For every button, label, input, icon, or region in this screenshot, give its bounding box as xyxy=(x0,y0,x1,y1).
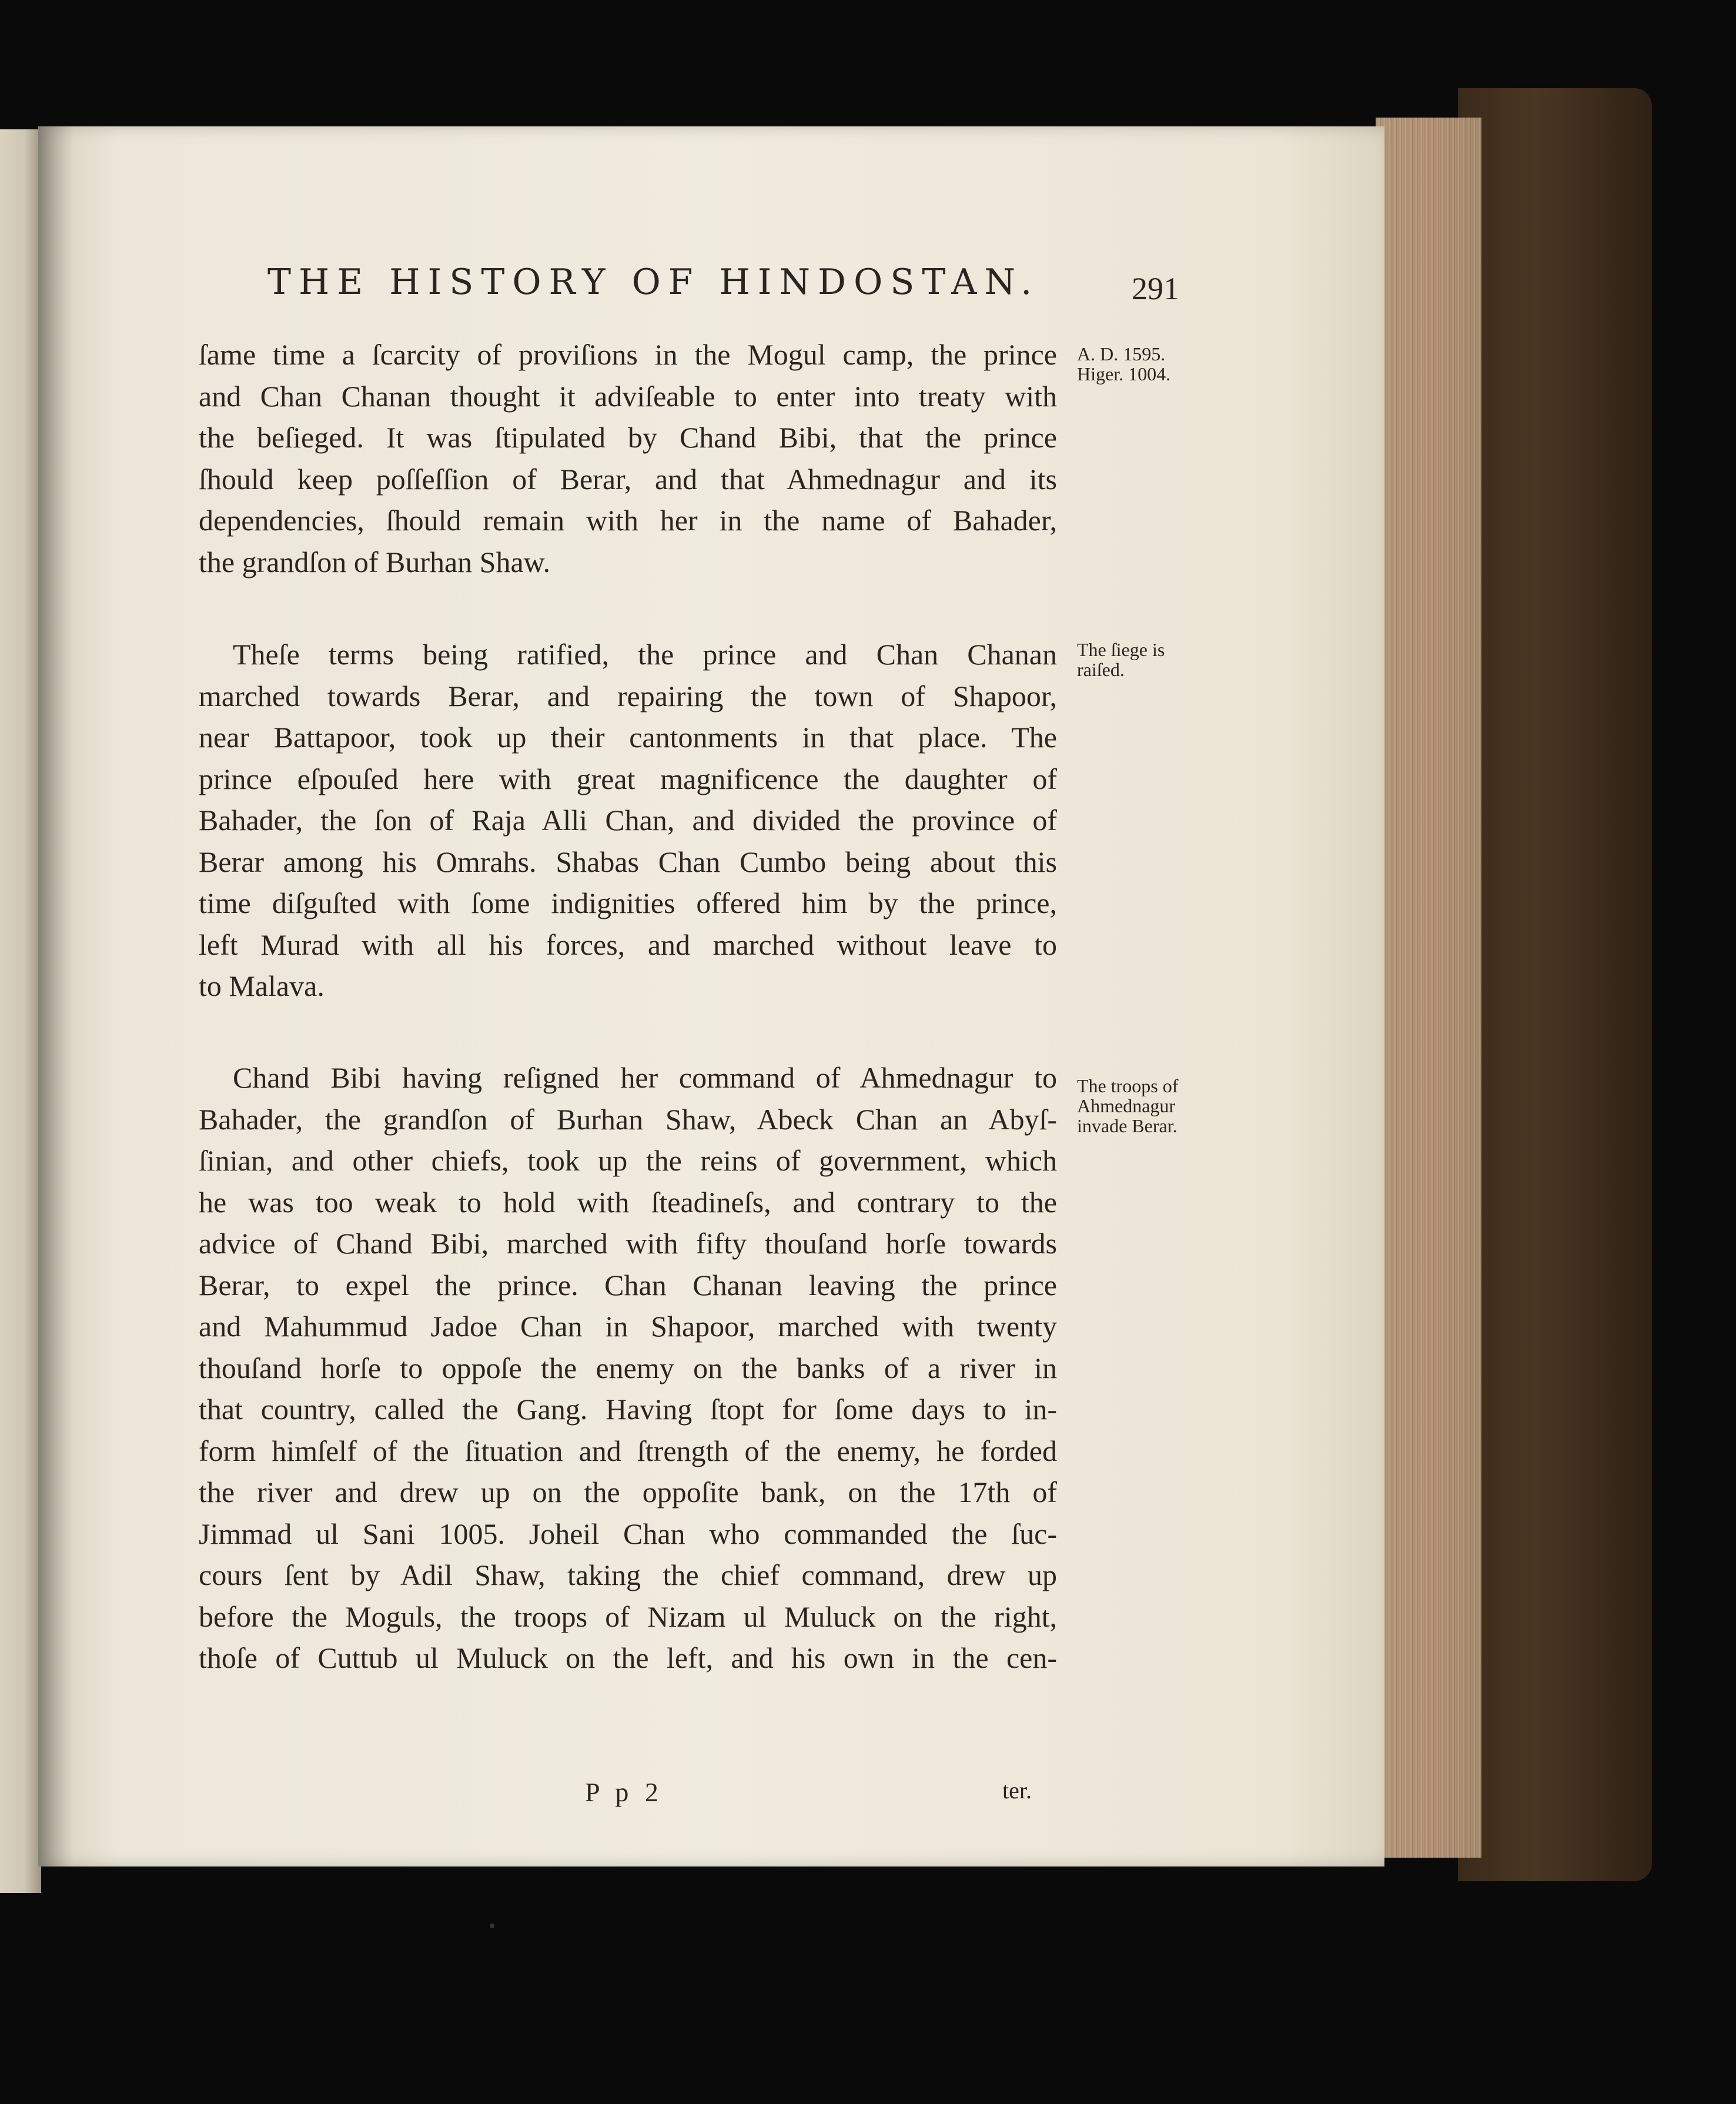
text-line: prince eſpouſed here with great magnificence the daughter of xyxy=(199,762,1057,795)
text-line: Jimmad ul Sani 1005. Joheil Chan who commanded the ſuc- xyxy=(199,1517,1057,1550)
margin-note-line: The ſiege is xyxy=(1077,639,1165,660)
paragraph-2 xyxy=(199,634,1057,1007)
text-line: thouſand horſe to oppoſe the enemy on the banks of a river in xyxy=(199,1351,1057,1384)
text-line: and Chan Chanan thought it adviſeable to enter into treaty with xyxy=(199,379,1057,413)
text-line: before the Moguls, the troops of Nizam ul Muluck on the right, xyxy=(199,1600,1057,1633)
facing-page-edge xyxy=(0,129,41,1893)
text-line: Berar, to expel the prince. Chan Chanan leaving the prince xyxy=(199,1268,1057,1302)
text-line: left Murad with all his forces, and marched without leave to xyxy=(199,928,1057,961)
text-line: ſhould keep poſſeſſion of Berar, and that Ahmednagur and its xyxy=(199,462,1057,496)
margin-note-troops xyxy=(1077,1076,1212,1136)
margin-note-date xyxy=(1077,344,1212,384)
text-line: Berar among his Omrahs. Shabas Chan Cumbo being about this xyxy=(199,845,1057,878)
margin-note-siege xyxy=(1077,640,1212,680)
text-line: the grandſon of Burhan Shaw. xyxy=(199,545,551,578)
margin-note-line: A. D. 1595. xyxy=(1077,343,1166,364)
text-line: ſame time a ſcarcity of proviſions in the Mogul camp, the prince xyxy=(199,338,1057,371)
text-line: Bahader, the ſon of Raja Alli Chan, and divided the province of xyxy=(199,804,1057,837)
paragraph-1 xyxy=(199,334,1057,583)
book-cover xyxy=(1458,88,1652,1881)
text-line: thoſe of Cuttub ul Muluck on the left, and his own in the cen- xyxy=(199,1641,1057,1674)
signature-mark: P p 2 xyxy=(585,1777,663,1807)
text-line: marched towards Berar, and repairing the town of Shapoor, xyxy=(199,679,1057,713)
text-line: time diſguſted with ſome indignities offered him by the prince, xyxy=(199,887,1057,919)
gutter-shadow xyxy=(38,126,73,1866)
paragraph-3 xyxy=(199,1057,1057,1679)
page-number: 291 xyxy=(1132,271,1179,306)
running-head: THE HISTORY OF HINDOSTAN. xyxy=(267,262,1040,303)
text-line: ſinian, and other chiefs, took up the reins of government, which xyxy=(199,1144,1057,1177)
margin-note-line: The troops of xyxy=(1077,1075,1179,1096)
margin-note-line: Ahmednagur xyxy=(1077,1095,1176,1116)
ink-speck xyxy=(490,1924,494,1928)
text-line: he was too weak to hold with ſteadineſs, and contrary to the xyxy=(199,1185,1057,1219)
text-line: the river and drew up on the oppoſite bank, on the 17th of xyxy=(199,1476,1057,1508)
text-line: Theſe terms being ratified, the prince and Chan Chanan xyxy=(233,638,1057,671)
margin-note-line: raiſed. xyxy=(1077,659,1125,680)
text-line: that country, called the Gang. Having ſtopt for ſome days to in- xyxy=(199,1393,1057,1426)
margin-note-line: invade Berar. xyxy=(1077,1115,1178,1136)
margin-note-line: Higer. 1004. xyxy=(1077,363,1171,384)
text-line: Chand Bibi having reſigned her command of Ahmednagur to xyxy=(233,1061,1057,1094)
text-line: form himſelf of the ſituation and ſtrength of the enemy, he forded xyxy=(199,1434,1057,1467)
page-edges xyxy=(1376,118,1481,1858)
catchword: ter. xyxy=(1002,1777,1032,1804)
text-line: cours ſent by Adil Shaw, taking the chief command, drew up xyxy=(199,1558,1057,1591)
text-line: the beſieged. It was ſtipulated by Chand Bibi, that the prince xyxy=(199,421,1057,454)
text-line: dependencies, ſhould remain with her in the name of Bahader, xyxy=(199,504,1057,537)
text-line: advice of Chand Bibi, marched with fifty thouſand horſe towards xyxy=(199,1227,1057,1260)
text-line: to Malava. xyxy=(199,969,325,1002)
text-line: Bahader, the grandſon of Burhan Shaw, Abeck Chan an Abyſ- xyxy=(199,1102,1057,1136)
text-line: and Mahummud Jadoe Chan in Shapoor, marched with twenty xyxy=(199,1310,1057,1343)
text-line: near Battapoor, took up their cantonments in that place. The xyxy=(199,721,1057,754)
